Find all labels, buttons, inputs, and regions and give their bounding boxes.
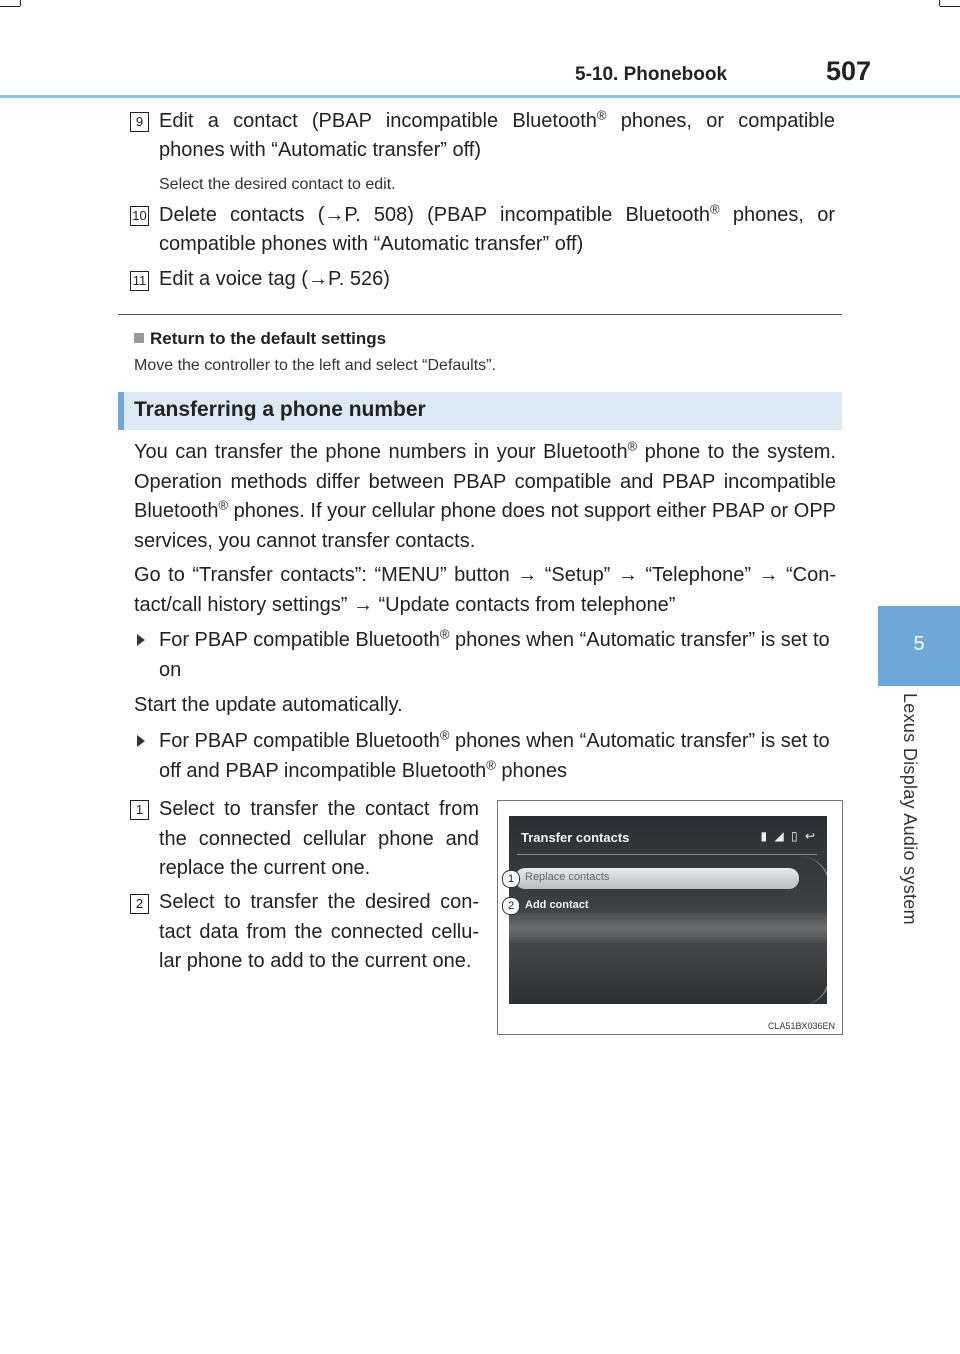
step-number: 1	[130, 800, 149, 820]
status-icons: ▮ ◢ ▯ ↩	[760, 829, 817, 843]
subheading	[134, 329, 386, 349]
square-bullet-icon	[134, 333, 144, 343]
add-contact-option[interactable]: Add contact	[525, 899, 589, 911]
page-number: 507	[826, 56, 872, 86]
subheading-text: Return to the default settings	[150, 329, 387, 348]
section-accent	[118, 392, 124, 430]
chapter-number: 5	[913, 633, 925, 655]
section-heading-bar	[118, 392, 842, 430]
bullet-item: For PBAP compatible Bluetooth® phones when “Automatic transfer” is set to on	[159, 626, 830, 681]
callout-marker: 2	[502, 897, 520, 915]
screen-figure	[497, 800, 843, 1035]
image-code: CLA51BX036EN	[767, 1021, 835, 1031]
crop-mark	[940, 6, 960, 7]
scroll-arc	[799, 856, 827, 1004]
list-item: Edit a voice tag (→P. 526)	[159, 268, 390, 290]
item-number: 10	[130, 206, 149, 226]
callout-marker: 1	[502, 870, 520, 888]
replace-contacts-option[interactable]	[515, 868, 799, 889]
crop-mark	[20, 0, 21, 6]
triangle-bullet-icon	[137, 634, 145, 646]
section-name: 5-10. Phonebook	[575, 64, 728, 85]
step-number: 2	[130, 894, 149, 914]
divider	[118, 314, 842, 315]
step-text: Select to transfer the desired con-tact data from the connected cellu-lar phone to add to the current one.	[159, 891, 479, 972]
bullet-description: Start the update automatically.	[134, 694, 403, 716]
triangle-bullet-icon	[137, 735, 145, 747]
section-title: Transferring a phone number	[134, 398, 426, 421]
intro-paragraph: You can transfer the phone numbers in your Bluetooth® phone to the system. Operation methods differ between PBAP compatible and PBAP incompatible Bluetooth® phones. If your cellular phone does not support either PBAP or OPP services, you cannot transfer contacts.	[134, 438, 836, 552]
item-note: Select the desired contact to edit.	[159, 176, 396, 193]
list-item: Edit a contact (PBAP incompatible Bluetooth® phones, or compatible phones with “Automatic transfer” off)	[159, 107, 835, 161]
header-rule	[0, 95, 960, 98]
option-label: Replace contacts	[525, 871, 610, 883]
screen-reflection	[509, 913, 827, 943]
chapter-title: Lexus Display Audio system	[900, 693, 920, 925]
display-screen	[509, 816, 827, 1004]
step-text: Select to transfer the contact from the connected cellular phone and replace the current one.	[159, 798, 479, 879]
item-number: 11	[130, 271, 149, 291]
list-item: Delete contacts (→P. 508) (PBAP incompatible Bluetooth® phones, or compatible phones with “Automatic transfer” off)	[159, 201, 835, 255]
bullet-item: For PBAP compatible Bluetooth® phones when “Automatic transfer” is set to off and PBAP incompatible Bluetooth® phones	[159, 727, 830, 782]
screen-title: Transfer contacts	[521, 830, 630, 845]
goto-paragraph: Go to “Transfer contacts”: “MENU” button → “Setup” → “Telephone” → “Con-tact/call history settings” → “Update contacts from telephone”	[134, 564, 836, 616]
crop-mark	[0, 6, 20, 7]
subheading-text-body: Move the controller to the left and select “Defaults”.	[134, 357, 496, 374]
item-number: 9	[130, 112, 149, 132]
chapter-tab	[878, 606, 960, 686]
screen-divider	[517, 854, 817, 855]
